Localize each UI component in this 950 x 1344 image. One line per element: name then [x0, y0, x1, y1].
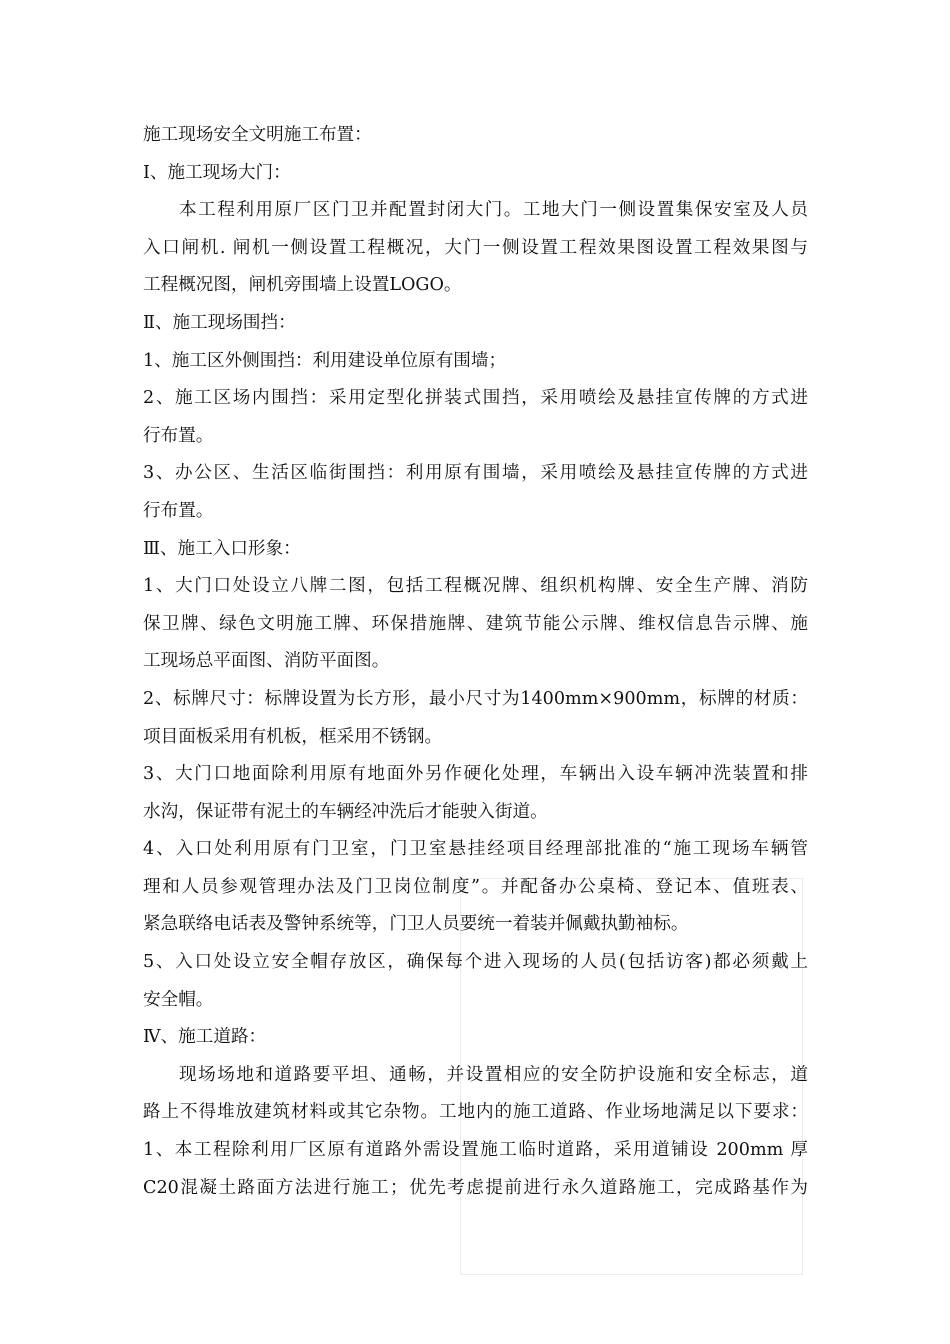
- text-line: 1、本工程除利用厂区原有道路外需设置施工临时道路，采用道铺设 200mm 厚: [143, 1140, 808, 1161]
- text-line: Ⅲ、施工入口形象：: [143, 538, 301, 559]
- document-body: [143, 117, 808, 1207]
- text-line: 2、标牌尺寸：标牌设置为长方形，最小尺寸为1400mm×900mm，标牌的材质：: [143, 688, 808, 709]
- text-line: 入口闸机. 闸机一侧设置工程概况，大门一侧设置工程效果图设置工程效果图与: [143, 237, 808, 258]
- text-line: 现场场地和道路要平坦、通畅，并设置相应的安全防护设施和安全标志，道: [179, 1064, 808, 1085]
- text-line: 工现场总平面图、消防平面图。: [143, 651, 390, 672]
- text-line: 紧急联络电话表及警钟系统等，门卫人员要统一着装并佩戴执勤袖标。: [143, 914, 689, 935]
- text-line: C20混凝土路面方法进行施工；优先考虑提前进行永久道路施工，完成路基作为: [143, 1177, 808, 1198]
- text-line: 安全帽。: [143, 989, 214, 1010]
- text-line: 3、大门口地面除利用原有地面外另作硬化处理，车辆出入设车辆冲洗装置和排: [143, 764, 808, 785]
- text-line: 项目面板采用有机板，框采用不锈钢。: [143, 726, 443, 747]
- text-line: 4、入口处利用原有门卫室，门卫室悬挂经项目经理部批准的“施工现场车辆管: [143, 839, 808, 860]
- text-line: 3、办公区、生活区临街围挡：利用原有围墙，采用喷绘及悬挂宣传牌的方式进: [143, 463, 808, 484]
- text-line: 路上不得堆放建筑材料或其它杂物。工地内的施工道路、作业场地满足以下要求：: [143, 1102, 808, 1123]
- text-line: Ⅳ、施工道路：: [143, 1027, 267, 1048]
- text-line: 行布置。: [143, 500, 214, 521]
- text-line: 5、入口处设立安全帽存放区，确保每个进入现场的人员(包括访客)都必须戴上: [143, 952, 808, 973]
- text-line: 行布置。: [143, 425, 214, 446]
- text-line: 保卫牌、绿色文明施工牌、环保措施牌、建筑节能公示牌、维权信息告示牌、施: [143, 613, 808, 634]
- text-line: 理和人员参观管理办法及门卫岗位制度”。并配备办公桌椅、登记本、值班表、: [143, 876, 808, 897]
- text-line: 本工程利用原厂区门卫并配置封闭大门。工地大门一侧设置集保安室及人员: [179, 200, 808, 221]
- text-line: 1、大门口处设立八牌二图，包括工程概况牌、组织机构牌、安全生产牌、消防: [143, 576, 808, 597]
- text-line: 水沟，保证带有泥土的车辆经冲洗后才能驶入街道。: [143, 801, 548, 822]
- text-line: 施工现场安全文明施工布置：: [143, 125, 372, 145]
- text-line: 1、施工区外侧围挡：利用建设单位原有围墙；: [143, 350, 507, 371]
- text-line: Ⅱ、施工现场围挡：: [143, 312, 296, 333]
- text-line: Ⅰ、施工现场大门：: [143, 162, 291, 183]
- text-line: 工程概况图，闸机旁围墙上设置LOGO。: [143, 275, 462, 296]
- text-line: 2、施工区场内围挡：采用定型化拼装式围挡，采用喷绘及悬挂宣传牌的方式进: [143, 388, 808, 409]
